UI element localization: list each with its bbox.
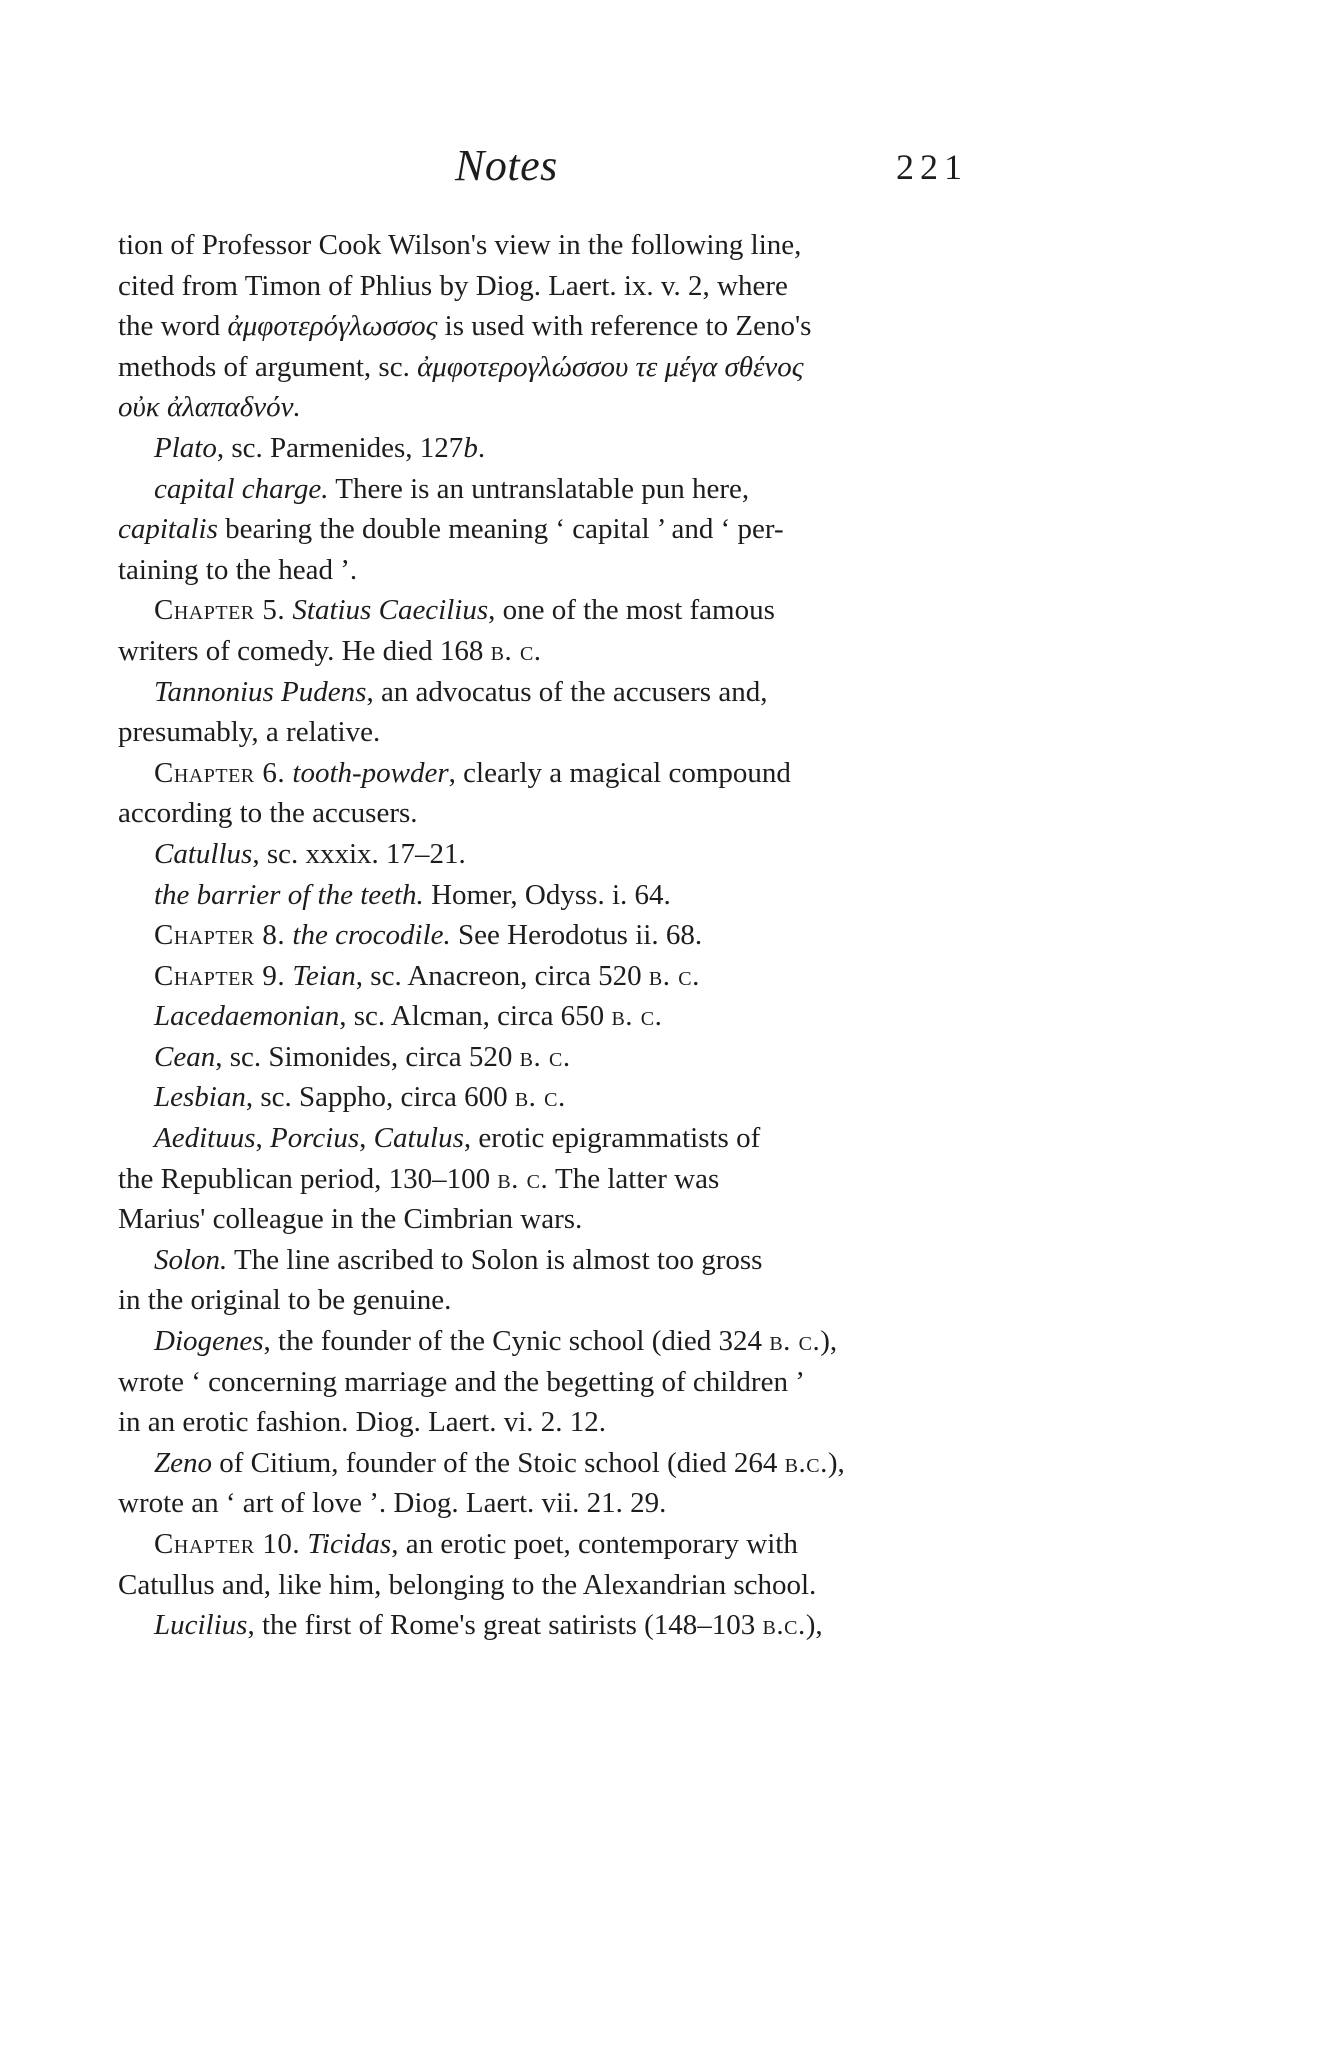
small-caps-text: b. c.	[490, 634, 542, 667]
text-run: There is an untranslatable pun here,	[328, 472, 750, 505]
text-line	[118, 712, 978, 753]
italic-text: capitalis	[118, 513, 218, 546]
small-caps-text: Chapter 6.	[154, 756, 286, 789]
text-run: cited from Timon of Phlius by Diog. Laert. ix. v. 2, where	[118, 269, 788, 302]
text-line	[118, 266, 978, 307]
text-run: bearing the double meaning ‘ capital ’ and ‘ per-	[217, 513, 784, 546]
text-run: methods of argument, sc.	[118, 350, 418, 383]
text-line	[118, 1240, 978, 1281]
text-run: , sc. xxxix. 17–21.	[252, 837, 466, 870]
text-line	[118, 306, 978, 347]
text-run: ),	[827, 1446, 845, 1479]
text-run: See Herodotus ii. 68.	[450, 919, 703, 952]
text-line	[118, 1524, 978, 1565]
text-run: , sc. Parmenides, 127	[216, 431, 464, 464]
small-caps-text: b. c.	[514, 1081, 566, 1114]
italic-text: Zeno	[154, 1446, 212, 1479]
text-run: , sc. Simonides, circa 520	[215, 1040, 520, 1073]
text-run: is used with reference to Zeno's	[437, 310, 812, 343]
text-run: , one of the most famous	[488, 594, 775, 627]
text-line	[118, 1321, 978, 1362]
text-run: The line ascribed to Solon is almost too gross	[227, 1243, 763, 1276]
text-run: taining to the head ’.	[118, 553, 358, 586]
text-line	[118, 1443, 978, 1484]
small-caps-text: b.c.	[762, 1609, 806, 1642]
italic-text: Lesbian	[154, 1081, 246, 1114]
text-line	[118, 1280, 978, 1321]
page-title: Notes	[455, 141, 558, 190]
italic-text: Aedituus	[154, 1122, 256, 1155]
small-caps-text: Chapter 5.	[154, 594, 286, 627]
text-run: in an erotic fashion. Diog. Laert. vi. 2. 12.	[118, 1406, 607, 1439]
notes-body	[118, 225, 978, 1646]
italic-text: the barrier of the teeth.	[154, 878, 424, 911]
text-run: the word	[118, 310, 228, 343]
small-caps-text: Chapter 8.	[154, 919, 286, 952]
text-run: , an erotic poet, contemporary with	[391, 1528, 798, 1560]
text-line	[118, 915, 978, 956]
text-run: of Citium, founder of the Stoic school (died 264	[212, 1446, 785, 1479]
text-run: wrote an ‘ art of love ’. Diog. Laert. vii. 21. 29.	[118, 1487, 667, 1520]
text-line	[118, 793, 978, 834]
text-line	[118, 1077, 978, 1118]
text-run: , the founder of the Cynic school (died 324	[263, 1325, 770, 1358]
text-run: , sc. Anacreon, circa 520	[355, 959, 649, 992]
text-line	[118, 956, 978, 997]
page-number: 221	[896, 147, 968, 187]
small-caps-text: b. c.	[497, 1162, 549, 1195]
text-run: ,	[359, 1122, 374, 1155]
text-line	[118, 1118, 978, 1159]
text-run: , erotic epigrammatists of	[463, 1122, 761, 1155]
italic-text: the crocodile.	[292, 919, 451, 952]
italic-text: capital charge.	[154, 472, 329, 505]
text-line	[118, 509, 978, 550]
italic-text: b	[463, 431, 478, 464]
text-line	[118, 1565, 978, 1606]
text-line	[118, 428, 978, 469]
small-caps-text: Chapter 9.	[154, 959, 286, 992]
text-line	[118, 753, 978, 794]
small-caps-text: b.c.	[784, 1446, 828, 1479]
text-run: wrote ‘ concerning marriage and the begetting of children ’	[118, 1365, 805, 1398]
text-run: the Republican period, 130–100	[118, 1162, 498, 1195]
text-line	[118, 469, 978, 510]
text-line	[118, 1402, 978, 1443]
small-caps-text: b. c.	[519, 1040, 571, 1073]
text-line	[118, 631, 978, 672]
text-run: according to the accusers.	[118, 797, 418, 830]
text-run: , an advocatus of the accusers and,	[366, 675, 768, 708]
text-line	[118, 590, 978, 631]
italic-text: Cean	[154, 1040, 216, 1073]
text-line	[118, 875, 978, 916]
text-run: Homer, Odyss. i. 64.	[423, 878, 671, 911]
text-line	[118, 225, 978, 266]
text-run: , sc. Sappho, circa 600	[245, 1081, 515, 1114]
text-line	[118, 1605, 978, 1646]
text-run: Catullus and, like him, belonging to the Alexandrian school.	[118, 1568, 817, 1601]
small-caps-text: b. c.	[648, 959, 700, 992]
text-line	[118, 387, 978, 428]
text-run: , the first of Rome's great satirists (148–103	[247, 1609, 763, 1642]
small-caps-text: b. c.	[769, 1325, 821, 1358]
text-line	[118, 347, 978, 388]
text-run: tion of Professor Cook Wilson's view in the following line,	[118, 229, 802, 261]
italic-text: Catullus	[154, 837, 253, 870]
greek-text: οὐκ ἀλαπαδνόν.	[118, 391, 301, 424]
text-line	[118, 834, 978, 875]
italic-text: Diogenes	[154, 1325, 264, 1358]
italic-text: Statius Caecilius	[292, 594, 489, 627]
text-line	[118, 672, 978, 713]
text-run: .	[477, 431, 486, 464]
text-line	[118, 550, 978, 591]
text-line	[118, 1199, 978, 1240]
italic-text: Lacedaemonian	[154, 1000, 340, 1033]
text-run: presumably, a relative.	[118, 716, 381, 749]
greek-text: ἀμφοτερόγλωσσος	[227, 310, 438, 343]
text-line	[118, 1159, 978, 1200]
text-run: , sc. Alcman, circa 650	[339, 1000, 612, 1033]
text-line	[118, 1037, 978, 1078]
italic-text: Tannonius Pudens	[154, 675, 367, 708]
text-run: ),	[820, 1325, 838, 1358]
text-run: The latter was	[548, 1162, 720, 1195]
text-line	[118, 996, 978, 1037]
italic-text: tooth-powder	[292, 756, 449, 789]
small-caps-text: Chapter 10.	[154, 1528, 301, 1560]
italic-text: Plato	[154, 431, 217, 464]
text-run: , clearly a magical compound	[448, 756, 791, 789]
text-run: in the original to be genuine.	[118, 1284, 452, 1317]
text-run: writers of comedy. He died 168	[118, 634, 491, 667]
text-line	[118, 1483, 978, 1524]
text-line	[118, 1362, 978, 1403]
italic-text: Teian	[292, 959, 356, 992]
small-caps-text: b. c.	[611, 1000, 663, 1033]
running-head	[0, 140, 1330, 200]
text-run: ,	[255, 1122, 270, 1155]
italic-text: Catulus	[373, 1122, 464, 1155]
italic-text: Ticidas	[307, 1528, 392, 1560]
italic-text: Lucilius	[154, 1609, 248, 1642]
italic-text: Porcius	[270, 1122, 360, 1155]
italic-text: Solon.	[154, 1243, 228, 1276]
text-run: Marius' colleague in the Cimbrian wars.	[118, 1203, 583, 1236]
text-run: ),	[805, 1609, 823, 1642]
greek-text: ἀμφοτερογλώσσου τε μέγα σθένος	[417, 350, 804, 383]
